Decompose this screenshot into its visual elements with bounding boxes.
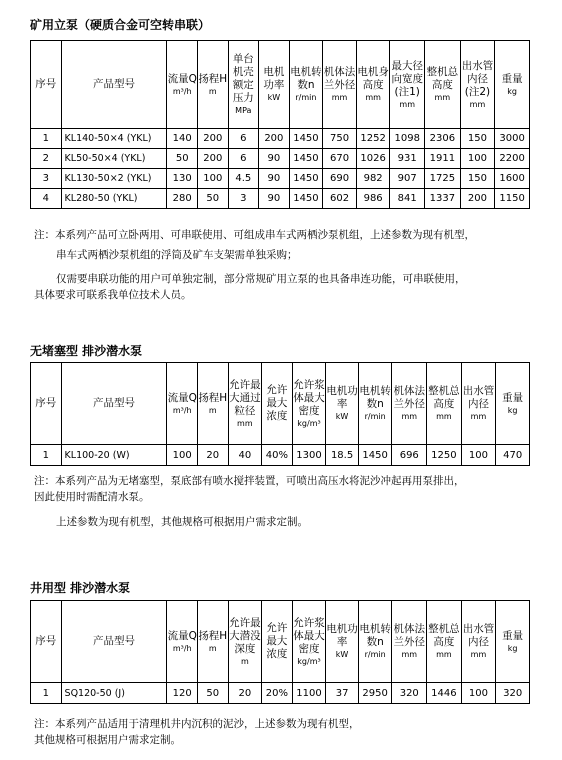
table-cell: 200 bbox=[259, 129, 290, 149]
table-cell: 100 bbox=[461, 445, 496, 466]
header-cell: 扬程H m bbox=[198, 363, 229, 445]
table-cell: 2200 bbox=[495, 149, 530, 169]
table-cell: 2306 bbox=[425, 129, 461, 149]
header-cell: 序号 bbox=[31, 601, 62, 683]
spec-table-mining-pump bbox=[30, 40, 530, 209]
table-cell: 100 bbox=[167, 445, 198, 466]
table-cell: 2950 bbox=[358, 683, 392, 704]
table-cell: 20 bbox=[198, 445, 229, 466]
table-cell: 3 bbox=[31, 169, 62, 189]
table-cell: 2 bbox=[31, 149, 62, 169]
note-line: 因此使用时需配清水泵。 bbox=[34, 491, 150, 503]
note-line: 注：本系列产品适用于清理机井内沉积的泥沙，上述参数为现有机型， bbox=[34, 718, 360, 730]
section-title-mining-pump: 矿用立泵（硬质合金可空转串联） bbox=[30, 18, 211, 32]
table-cell: 4.5 bbox=[228, 169, 259, 189]
table-row bbox=[31, 149, 530, 169]
table-cell: 1250 bbox=[427, 445, 462, 466]
table-cell: 1 bbox=[31, 683, 62, 704]
table-cell: 1252 bbox=[356, 129, 390, 149]
section-title-non-clog-pump: 无堵塞型 排沙潜水泵 bbox=[30, 344, 143, 358]
table-cell: 3 bbox=[228, 189, 259, 209]
table-cell: 1100 bbox=[292, 683, 326, 704]
header-cell: 出水管内径 mm bbox=[461, 601, 496, 683]
table-cell: 40 bbox=[228, 445, 262, 466]
table-cell: 280 bbox=[167, 189, 198, 209]
table-cell: 6 bbox=[228, 129, 259, 149]
header-cell: 电机转数n r/min bbox=[289, 41, 323, 129]
header-cell: 电机转数n r/min bbox=[358, 601, 392, 683]
table-cell: 1450 bbox=[289, 189, 323, 209]
note-line: 仅需要串联功能的用户可单独定制，部分常规矿用立泵的也具备串连功能，可串联使用， bbox=[56, 273, 466, 285]
header-cell: 序号 bbox=[31, 41, 62, 129]
table-cell: 90 bbox=[259, 189, 290, 209]
note-line: 其他规格可根据用户需求定制。 bbox=[34, 734, 181, 746]
header-cell: 序号 bbox=[31, 363, 62, 445]
header-cell: 出水管内径(注2) mm bbox=[460, 41, 495, 129]
table-cell: 1450 bbox=[289, 129, 323, 149]
table-cell: 6 bbox=[228, 149, 259, 169]
header-cell: 单台机壳额定压力 MPa bbox=[228, 41, 259, 129]
table-cell: 50 bbox=[167, 149, 198, 169]
table-row bbox=[31, 683, 530, 704]
header-cell: 机体法兰外径 mm bbox=[323, 41, 357, 129]
table-cell: 200 bbox=[460, 189, 495, 209]
table-cell: 1446 bbox=[427, 683, 462, 704]
header-cell: 机体法兰外径 mm bbox=[392, 601, 427, 683]
table-cell: 690 bbox=[323, 169, 357, 189]
table-cell: 320 bbox=[496, 683, 530, 704]
header-cell: 允许最大潜没深度 m bbox=[228, 601, 262, 683]
model-cell: KL50-50×4 (YKL) bbox=[61, 149, 167, 169]
table-cell: 907 bbox=[390, 169, 425, 189]
header-cell: 重量 kg bbox=[496, 601, 530, 683]
note-line: 注：本系列产品可立卧两用、可串联使用、可组成串车式两栖沙泵机组，上述参数为现有机型， bbox=[34, 229, 475, 241]
table-cell: 140 bbox=[167, 129, 198, 149]
table-cell: 1150 bbox=[495, 189, 530, 209]
table-cell: 1450 bbox=[289, 169, 323, 189]
table-cell: 602 bbox=[323, 189, 357, 209]
header-cell: 扬程H m bbox=[198, 601, 229, 683]
header-cell: 扬程H m bbox=[198, 41, 229, 129]
table-cell: 20 bbox=[228, 683, 262, 704]
table-cell: 4 bbox=[31, 189, 62, 209]
model-cell: KL140-50×4 (YKL) bbox=[61, 129, 167, 149]
table-header-row bbox=[31, 601, 530, 683]
table-cell: 200 bbox=[198, 149, 229, 169]
header-cell: 产品型号 bbox=[61, 363, 167, 445]
header-cell: 允许最大浓度 bbox=[262, 363, 293, 445]
header-cell: 电机功率 kW bbox=[326, 601, 359, 683]
table-cell: 1 bbox=[31, 445, 62, 466]
table-header-row bbox=[31, 41, 530, 129]
note-line: 串车式两栖沙泵机组的浮筒及矿车支架需单独采购； bbox=[56, 249, 298, 261]
header-cell: 电机功率 kW bbox=[259, 41, 290, 129]
table-cell: 50 bbox=[198, 683, 229, 704]
header-cell: 产品型号 bbox=[61, 601, 167, 683]
table-cell: 670 bbox=[323, 149, 357, 169]
header-cell: 允许最大浓度 bbox=[262, 601, 293, 683]
note-line: 上述参数为现有机型，其他规格可根据用户需求定制。 bbox=[56, 516, 308, 528]
header-cell: 整机总高度 mm bbox=[427, 363, 462, 445]
table-cell: 37 bbox=[326, 683, 359, 704]
table-cell: 90 bbox=[259, 169, 290, 189]
table-cell: 120 bbox=[167, 683, 198, 704]
table-row bbox=[31, 445, 530, 466]
table-row bbox=[31, 169, 530, 189]
table-cell: 40% bbox=[262, 445, 293, 466]
note-line: 注：本系列产品为无堵塞型，泵底部有喷水搅拌装置，可喷出高压水将泥沙冲起再用泵排出， bbox=[34, 475, 465, 487]
note-line: 具体要求可联系我单位技术人员。 bbox=[34, 289, 192, 301]
table-cell: 1098 bbox=[390, 129, 425, 149]
header-cell: 电机转数n r/min bbox=[358, 363, 392, 445]
model-cell: KL130-50×2 (YKL) bbox=[61, 169, 167, 189]
table-cell: 1911 bbox=[425, 149, 461, 169]
header-cell: 机体法兰外径 mm bbox=[392, 363, 427, 445]
table-cell: 18.5 bbox=[326, 445, 359, 466]
header-cell: 允许浆体最大密度 kg/m³ bbox=[292, 363, 326, 445]
table-cell: 50 bbox=[198, 189, 229, 209]
table-row bbox=[31, 189, 530, 209]
header-cell: 整机总高度 mm bbox=[425, 41, 461, 129]
header-cell: 电机功率 kW bbox=[326, 363, 359, 445]
table-cell: 1 bbox=[31, 129, 62, 149]
model-cell: KL100-20 (W) bbox=[61, 445, 167, 466]
table-cell: 982 bbox=[356, 169, 390, 189]
table-header-row bbox=[31, 363, 530, 445]
table-cell: 931 bbox=[390, 149, 425, 169]
table-cell: 130 bbox=[167, 169, 198, 189]
table-cell: 1026 bbox=[356, 149, 390, 169]
table-row bbox=[31, 129, 530, 149]
table-cell: 200 bbox=[198, 129, 229, 149]
table-cell: 150 bbox=[460, 129, 495, 149]
header-cell: 最大径向宽度(注1) mm bbox=[390, 41, 425, 129]
table-cell: 90 bbox=[259, 149, 290, 169]
table-cell: 470 bbox=[496, 445, 530, 466]
model-cell: SQ120-50 (J) bbox=[61, 683, 167, 704]
table-cell: 320 bbox=[392, 683, 427, 704]
table-cell: 841 bbox=[390, 189, 425, 209]
model-cell: KL280-50 (YKL) bbox=[61, 189, 167, 209]
table-cell: 1600 bbox=[495, 169, 530, 189]
table-cell: 1450 bbox=[358, 445, 392, 466]
spec-table-well-pump bbox=[30, 600, 530, 704]
table-cell: 100 bbox=[461, 683, 496, 704]
table-cell: 150 bbox=[460, 169, 495, 189]
table-cell: 3000 bbox=[495, 129, 530, 149]
table-cell: 20% bbox=[262, 683, 293, 704]
table-cell: 1337 bbox=[425, 189, 461, 209]
header-cell: 允许浆体最大密度 kg/m³ bbox=[292, 601, 326, 683]
header-cell: 产品型号 bbox=[61, 41, 167, 129]
table-cell: 750 bbox=[323, 129, 357, 149]
header-cell: 允许最大通过粒径 mm bbox=[228, 363, 262, 445]
header-cell: 出水管内径 mm bbox=[461, 363, 496, 445]
header-cell: 整机总高度 mm bbox=[427, 601, 462, 683]
spec-table-non-clog-pump bbox=[30, 362, 530, 466]
header-cell: 重量 kg bbox=[495, 41, 530, 129]
section-title-well-pump: 井用型 排沙潜水泵 bbox=[30, 581, 131, 595]
table-cell: 986 bbox=[356, 189, 390, 209]
table-cell: 1725 bbox=[425, 169, 461, 189]
header-cell: 电机身高度 mm bbox=[356, 41, 390, 129]
table-cell: 100 bbox=[460, 149, 495, 169]
table-cell: 100 bbox=[198, 169, 229, 189]
header-cell: 流量Q m³/h bbox=[167, 601, 198, 683]
table-cell: 1450 bbox=[289, 149, 323, 169]
table-cell: 1300 bbox=[292, 445, 326, 466]
table-cell: 696 bbox=[392, 445, 427, 466]
header-cell: 流量Q m³/h bbox=[167, 363, 198, 445]
header-cell: 流量Q m³/h bbox=[167, 41, 198, 129]
header-cell: 重量 kg bbox=[496, 363, 530, 445]
